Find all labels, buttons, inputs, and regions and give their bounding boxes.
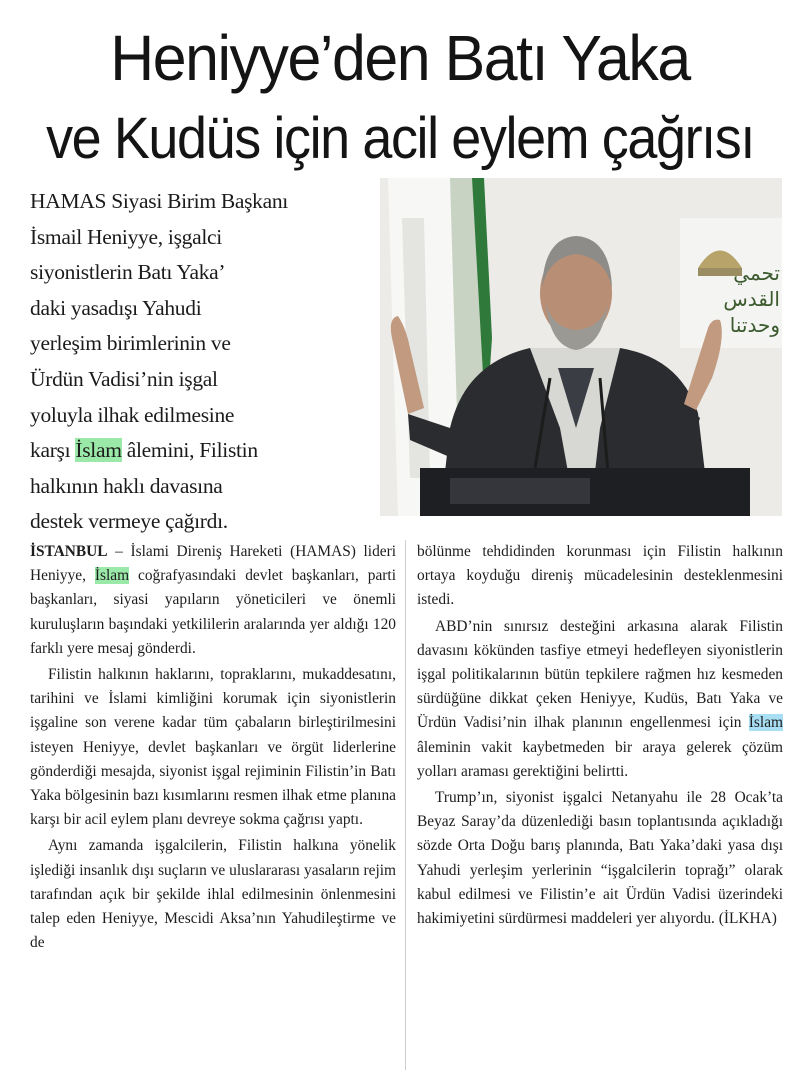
- highlighted-keyword: İslam: [748, 714, 783, 732]
- body-text: ABD’nin sınırsız desteğini arkasına alarak Filistin davasını kökünden tasfiye etmeyi hedefleyen siyonistlerin işgal politikalarının bütün tepkilere rağmen hız kesmeden sürdüğüne dikkat çeken Heniyye, Kudüs, Batı Yaka ve Ürdün Vadisi’nin ilhak planının engellenmesi için: [417, 617, 783, 732]
- lead-line: HAMAS Siyasi Birim Başkanı: [30, 189, 288, 213]
- lead-line: yerleşim birimlerinin ve: [30, 331, 231, 356]
- speaker-photo-illustration: [380, 178, 782, 516]
- column-divider: [405, 540, 406, 1070]
- lead-line: destek vermeye çağırdı.: [30, 509, 228, 534]
- dateline: İSTANBUL: [30, 543, 108, 560]
- lead-text: karşı: [30, 438, 76, 463]
- lead-line: yoluyla ilhak edilmesine: [30, 402, 235, 427]
- body-paragraph: Aynı zamanda işgalcilerin, Filistin halkına yönelik işlediği insanlık dışı suçların ve uluslararası yasaların rejim tarafından açık bir şekilde ihlal edilmesinin önlenmesini talep eden Heniyye, Mescidi Aksa’nın Yahudileştirme ve de: [30, 837, 396, 952]
- body-column-left: [30, 540, 396, 955]
- body-text: coğrafyasındaki devlet başkanları, parti başkanları, siyasi yapıların yöneticileri ve önemli kuruluşların başındaki yetkililerin aralarında yer aldığı 120 farklı yere mesaj gönderdi.: [30, 567, 396, 657]
- body-text: – İslami Direniş Hareketi (HAMAS) lideri Heniyye,: [30, 543, 396, 585]
- body-paragraph: Filistin halkının haklarını, topraklarını, mukaddesatını, tarihini ve İslami kimliğini korumak için siyonistlerin işgaline son verene kadar tüm çabaların birleştirilmesini isteyen Heniyye, devlet başkanları ve örgüt liderlerine gönderdiği mesajda, siyonist işgal rejiminin Filistin’in Batı Yaka bölgesinin bazı kısımlarını resmen ilhak etme planına karşı bir acil eylem planı devreye sokma çağrısı yaptı.: [30, 666, 396, 829]
- highlighted-keyword: İslam: [94, 567, 130, 585]
- headline-line-2: ve Kudüs için acil eylem çağrısı: [46, 106, 754, 171]
- lead-line: daki yasadışı Yahudi: [30, 295, 202, 320]
- body-text: âleminin vakit kaybetmeden bir araya gelerek çözüm yolları araması gerektiğini belirtti.: [417, 738, 783, 780]
- body-column-right: [417, 540, 783, 931]
- lead-line: siyonistlerin Batı Yaka’: [30, 260, 226, 285]
- lead-line: Ürdün Vadisi’nin işgal: [30, 366, 218, 391]
- lead-line: halkının haklı davasına: [30, 473, 223, 498]
- news-photo: [380, 178, 782, 516]
- lead-line: İsmail Heniyye, işgalci: [30, 224, 222, 249]
- lead-text: âlemini, Filistin: [121, 438, 258, 463]
- body-paragraph: Trump’ın, siyonist işgalci Netanyahu ile 28 Ocak’ta Beyaz Saray’da düzenlediği basın toplantısında açıkladığı sözde Orta Doğu barış planında, Batı Yaka’daki yasa dışı Yahudi yerleşim yerlerinin “işgalcilerin toprağı” olarak kabul edilmesi ve Filistin’e ait Ürdün Vadisi üzerindeki hakimiyetini sürdürmesi maddeleri yer alıyordu. (İLKHA): [417, 789, 783, 928]
- banner-text: تحمي: [733, 261, 780, 285]
- headline-line-1: Heniyye’den Batı Yaka: [110, 22, 690, 94]
- highlighted-keyword: İslam: [75, 438, 122, 463]
- body-paragraph: [30, 540, 396, 661]
- body-paragraph: [417, 615, 783, 784]
- banner-text: القدس: [723, 287, 780, 311]
- banner-text: وحدتنا: [729, 313, 780, 337]
- lead-paragraph: [30, 184, 375, 540]
- body-paragraph: bölünme tehdidinden korunması için Filistin halkının ortaya koyduğu direniş mücadelesinin desteklenmesini istedi.: [417, 543, 783, 609]
- lead-line: [30, 433, 375, 469]
